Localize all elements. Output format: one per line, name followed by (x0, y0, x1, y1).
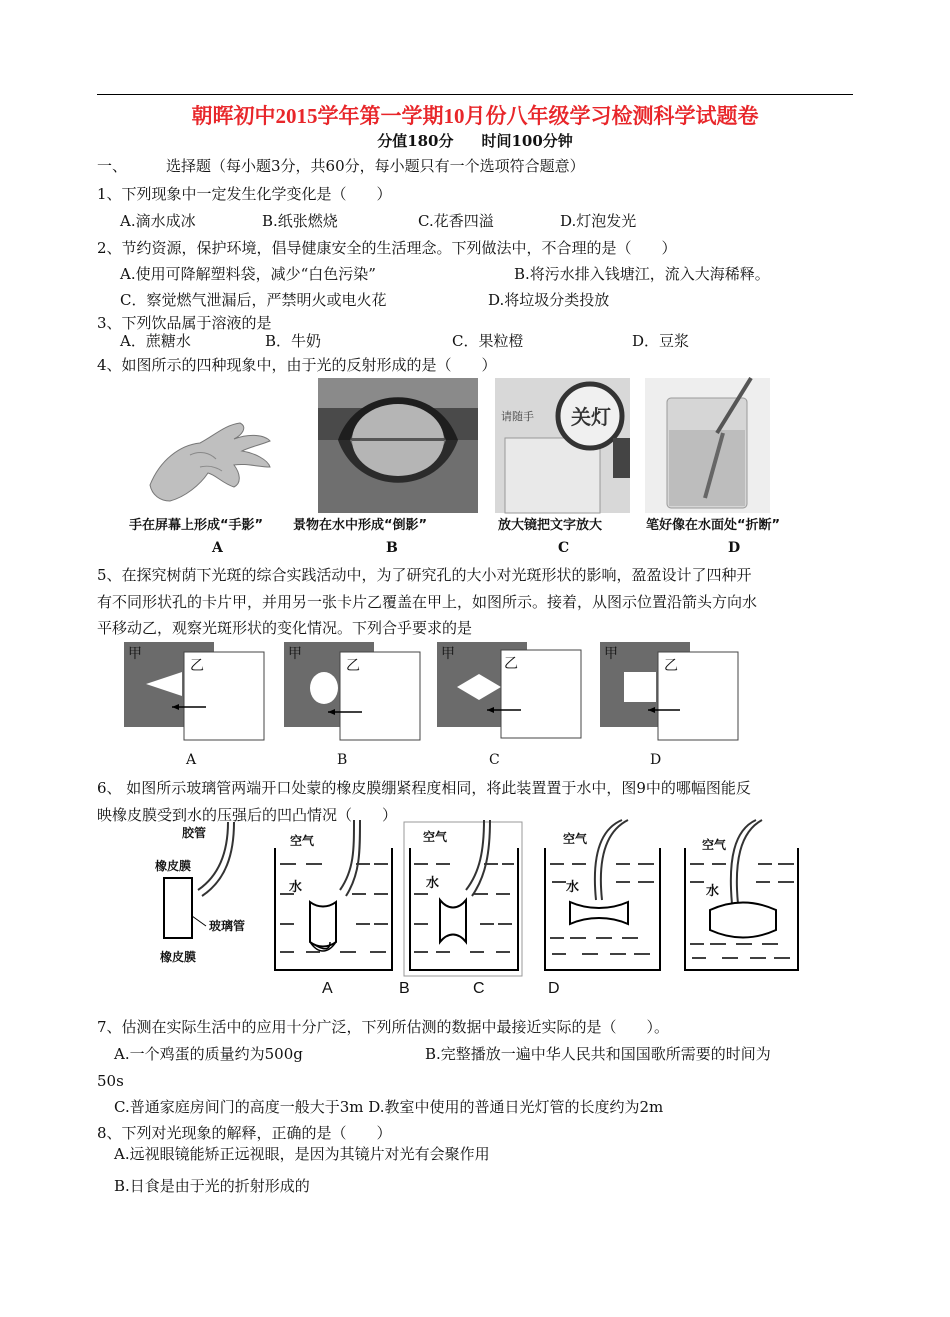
q4-caption-d: 笔好像在水面处“折断” (646, 518, 781, 533)
q4-caption-a: 手在屏幕上形成“手影” (129, 518, 264, 533)
q4-caption-b: 景物在水中形成“倒影” (293, 518, 428, 533)
q5-letter-a: A (186, 752, 197, 768)
q3-option-b: B．牛奶 (265, 332, 322, 350)
q1-option-d: D.灯泡发光 (560, 212, 637, 230)
q3-option-c: C．果粒橙 (452, 332, 524, 350)
q6-letter-b: B (399, 980, 410, 997)
hand-shadow-image (130, 405, 300, 515)
q4-letter-c: C (558, 540, 570, 556)
q6-letter-a: A (322, 980, 333, 997)
q8-option-a: A.远视眼镜能矫正远视眼，是因为其镜片对光有会聚作用 (114, 1145, 490, 1163)
membrane-top-label: 橡皮膜 (155, 859, 192, 873)
air-label-b: 空气 (423, 830, 448, 844)
q7-option-b-continued: 50s (97, 1072, 124, 1090)
q1-stem: 1、下列现象中一定发生化学变化是（ ） (97, 185, 392, 203)
q4-letter-a: A (212, 540, 223, 556)
svg-text:请随手: 请随手 (501, 410, 534, 423)
q2-option-a: A.使用可降解塑料袋，减少“白色污染” (120, 265, 376, 283)
air-label-c: 空气 (563, 832, 588, 846)
q6-stem-line1: 6、 如图所示玻璃管两端开口处蒙的橡皮膜绷紧程度相同，将此装置置于水中，图9中的哪幅图能反 (97, 779, 751, 797)
q6-letter-c: C (473, 980, 485, 997)
q4-letter-d: D (728, 540, 741, 556)
q5-card-yi-d: 乙 (664, 658, 678, 674)
time-label: 时间100分钟 (481, 132, 573, 150)
water-label-d: 水 (706, 884, 720, 899)
q5-letter-c: C (489, 752, 500, 768)
q6-letter-d: D (548, 980, 560, 997)
q5-stem-line1: 5、在探究树荫下光斑的综合实践活动中，为了研究孔的大小对光斑形状的影响，盈盈设计了四种开 (97, 566, 752, 584)
tube-label: 胶管 (182, 826, 207, 840)
q5-card-yi-a: 乙 (190, 658, 204, 674)
q3-option-d: D．豆浆 (632, 332, 690, 350)
air-label-a: 空气 (290, 834, 315, 848)
q1-option-c: C.花香四溢 (418, 212, 494, 230)
membrane-bottom-label: 橡皮膜 (160, 950, 197, 964)
q8-option-b: B.日食是由于光的折射形成的 (114, 1177, 310, 1195)
magnified-sign-text: 关灯 (571, 405, 611, 429)
q3-stem: 3、下列饮品属于溶液的是 (97, 314, 272, 332)
q5-card-jia-a: 甲 (128, 646, 142, 662)
q7-option-cd: C.普通家庭房间门的高度一般大于3m D.教室中使用的普通日光灯管的长度约为2m (114, 1098, 664, 1116)
glass-tube-label: 玻璃管 (209, 919, 246, 933)
water-label-b: 水 (426, 876, 440, 891)
beaker-b (404, 820, 522, 976)
q2-stem: 2、节约资源，保护环境，倡导健康安全的生活理念。下列做法中，不合理的是（ ） (97, 239, 677, 257)
magnifier-image (495, 378, 630, 513)
score-label: 分值180分 (377, 132, 454, 150)
q6-stem-line2: 映橡皮膜受到水的压强后的凹凸情况（ ） (97, 806, 398, 824)
top-rule (97, 94, 853, 95)
exam-subtitle (0, 130, 950, 151)
q3-option-a: A．蔗糖水 (120, 332, 191, 350)
q5-card-jia-b: 甲 (288, 646, 302, 662)
q4-caption-c: 放大镜把文字放大 (498, 518, 603, 533)
q2-option-b: B.将污水排入钱塘江，流入大海稀释。 (514, 265, 770, 283)
q4-letter-b: B (386, 540, 398, 556)
water-label-c: 水 (566, 880, 580, 895)
q7-option-b: B.完整播放一遍中华人民共和国国歌所需要的时间为 (425, 1045, 771, 1063)
section-heading: 选择题（每小题3分，共60分，每小题只有一个选项符合题意） (166, 157, 585, 175)
q2-option-c: C．察觉燃气泄漏后，严禁明火或电火花 (120, 291, 387, 309)
bridge-reflection-image (318, 378, 478, 513)
q1-option-b: B.纸张燃烧 (262, 212, 338, 230)
exam-title: 朝晖初中2015学年第一学期10月份八年级学习检测科学试题卷 (191, 104, 759, 128)
section-number: 一、 (97, 157, 128, 175)
q5-card-jia-c: 甲 (441, 646, 455, 662)
q4-stem: 4、如图所示的四种现象中，由于光的反射形成的是（ ） (97, 356, 497, 374)
q2-option-d: D.将垃圾分类投放 (488, 291, 610, 309)
q5-letter-b: B (337, 752, 348, 768)
water-label-a: 水 (289, 880, 303, 895)
pencil-in-water-image (645, 378, 770, 513)
q5-letter-d: D (650, 752, 662, 768)
q7-option-a: A.一个鸡蛋的质量约为500g (114, 1045, 303, 1063)
q8-stem: 8、下列对光现象的解释，正确的是（ ） (97, 1124, 392, 1142)
air-label-d: 空气 (702, 838, 727, 852)
q5-stem-line3: 平移动乙，观察光斑形状的变化情况。下列合乎要求的是 (97, 619, 473, 637)
q5-stem-line2: 有不同形状孔的卡片甲，并用另一张卡片乙覆盖在甲上，如图所示。接着，从图示位置沿箭头方向水 (97, 593, 758, 611)
q5-card-yi-b: 乙 (346, 658, 360, 674)
q5-card-yi-c: 乙 (504, 656, 518, 672)
q1-option-a: A.滴水成冰 (120, 212, 196, 230)
q7-stem: 7、估测在实际生活中的应用十分广泛，下列所估测的数据中最接近实际的是（ ）。 (97, 1018, 670, 1036)
q5-card-jia-d: 甲 (604, 646, 618, 662)
